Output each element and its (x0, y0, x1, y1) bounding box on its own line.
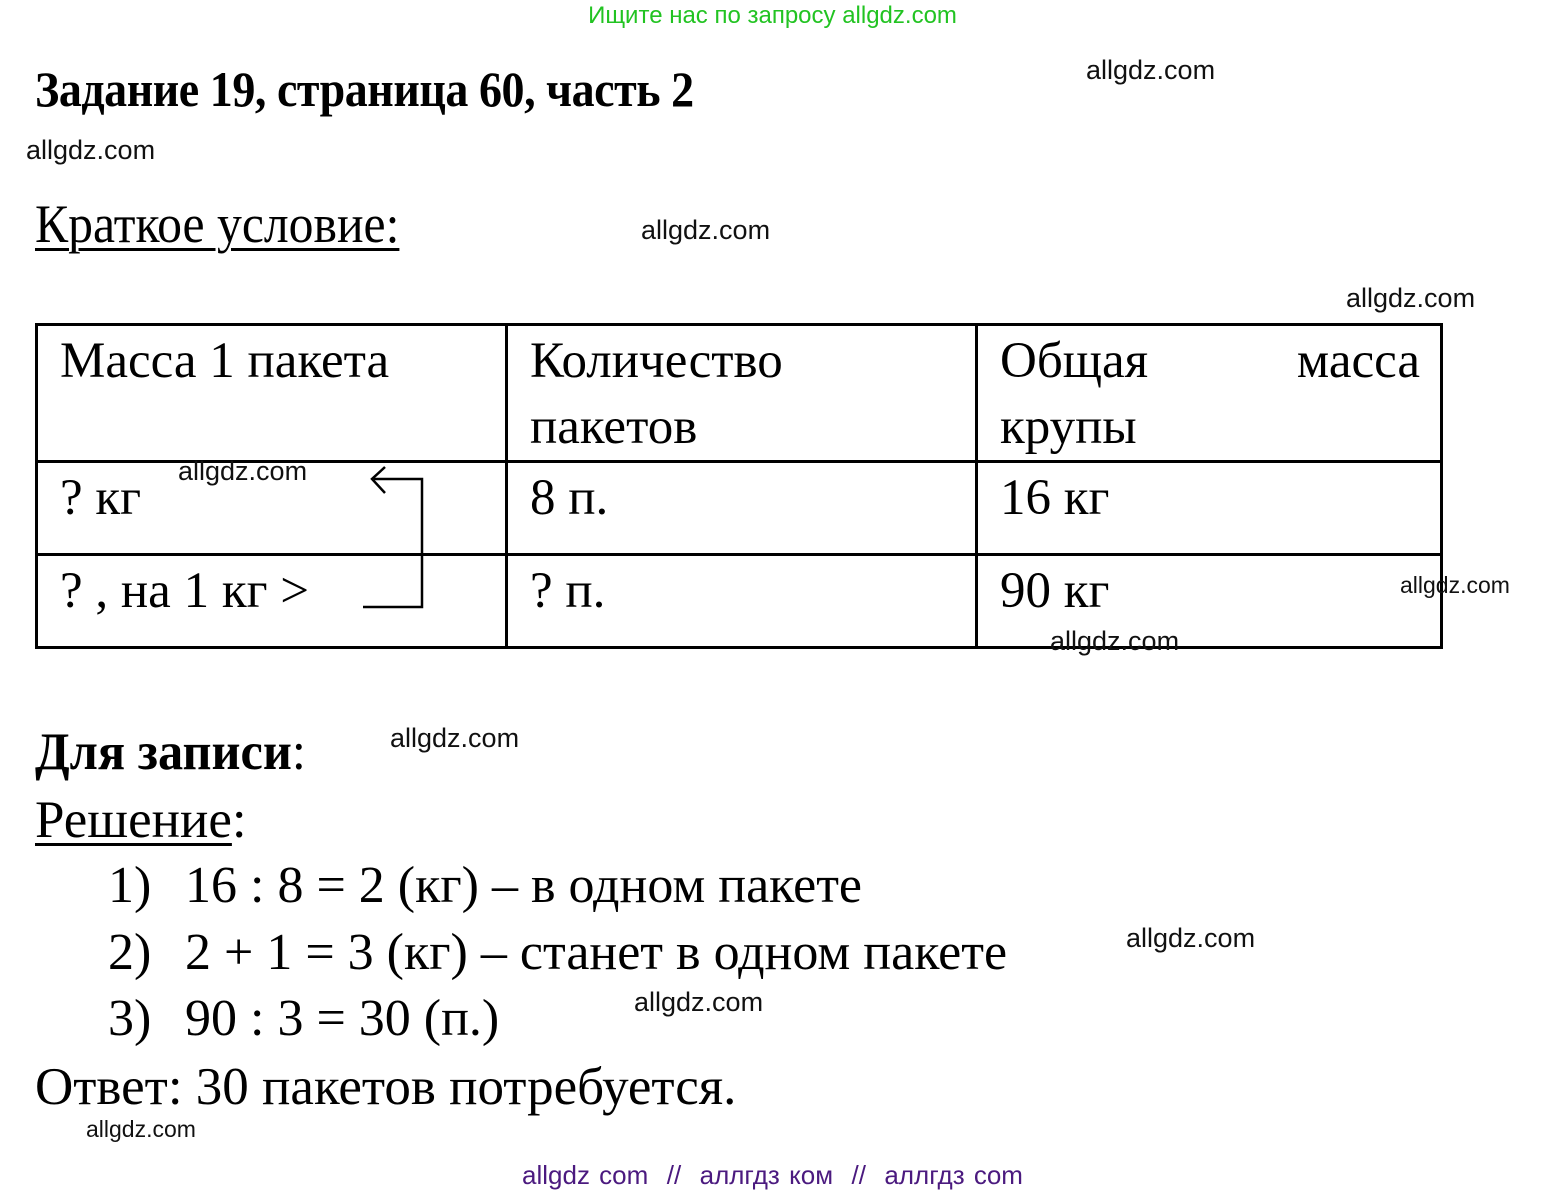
solution-step-2: 2) 2 + 1 = 3 (кг) – станет в одном пакете (108, 924, 1008, 981)
watermark: allgdz.com (86, 1116, 196, 1142)
header-packet-count: Количество пакетов (507, 325, 977, 462)
answer-line: Ответ: 30 пакетов потребуется. (35, 1058, 737, 1116)
cell-count-1: 8 п. (507, 462, 977, 555)
watermark: allgdz.com (26, 135, 156, 165)
cell-total-2: 90 кг (977, 555, 1442, 648)
record-heading: Для записи: (35, 723, 306, 781)
page-title: Задание 19, страница 60, часть 2 (35, 61, 694, 117)
footer-links: allgdz com // аллгдз ком // аллгдз com (522, 1160, 1023, 1190)
watermark: allgdz.com (1346, 283, 1476, 313)
watermark: allgdz.com (1050, 626, 1180, 656)
watermark: allgdz.com (1400, 572, 1510, 598)
solution-step-3: 3) 90 : 3 = 30 (п.) (108, 990, 500, 1047)
cell-total-1: 16 кг (977, 462, 1442, 555)
watermark: allgdz.com (1086, 55, 1216, 85)
cell-mass-2: ? , на 1 кг > (37, 555, 507, 648)
condition-heading: Краткое условие: (35, 194, 400, 254)
watermark: allgdz.com (634, 987, 764, 1017)
header-total-mass: Общая масса крупы (977, 325, 1442, 462)
cell-mass-1: ? кг (37, 462, 507, 555)
watermark: allgdz.com (641, 215, 771, 245)
watermark: allgdz.com (1126, 923, 1256, 953)
table-header-row (37, 325, 1442, 462)
search-banner: Ищите нас по запросу allgdz.com (588, 2, 957, 29)
watermark: allgdz.com (390, 723, 520, 753)
cell-count-2: ? п. (507, 555, 977, 648)
header-mass-per-packet: Масса 1 пакета (37, 325, 507, 462)
solution-step-1: 1) 16 : 8 = 2 (кг) – в одном пакете (108, 857, 863, 914)
watermark: allgdz.com (178, 456, 308, 486)
comparison-arrow-icon (355, 465, 435, 615)
solution-heading: Решение: (35, 791, 247, 849)
table-row (37, 555, 1442, 648)
